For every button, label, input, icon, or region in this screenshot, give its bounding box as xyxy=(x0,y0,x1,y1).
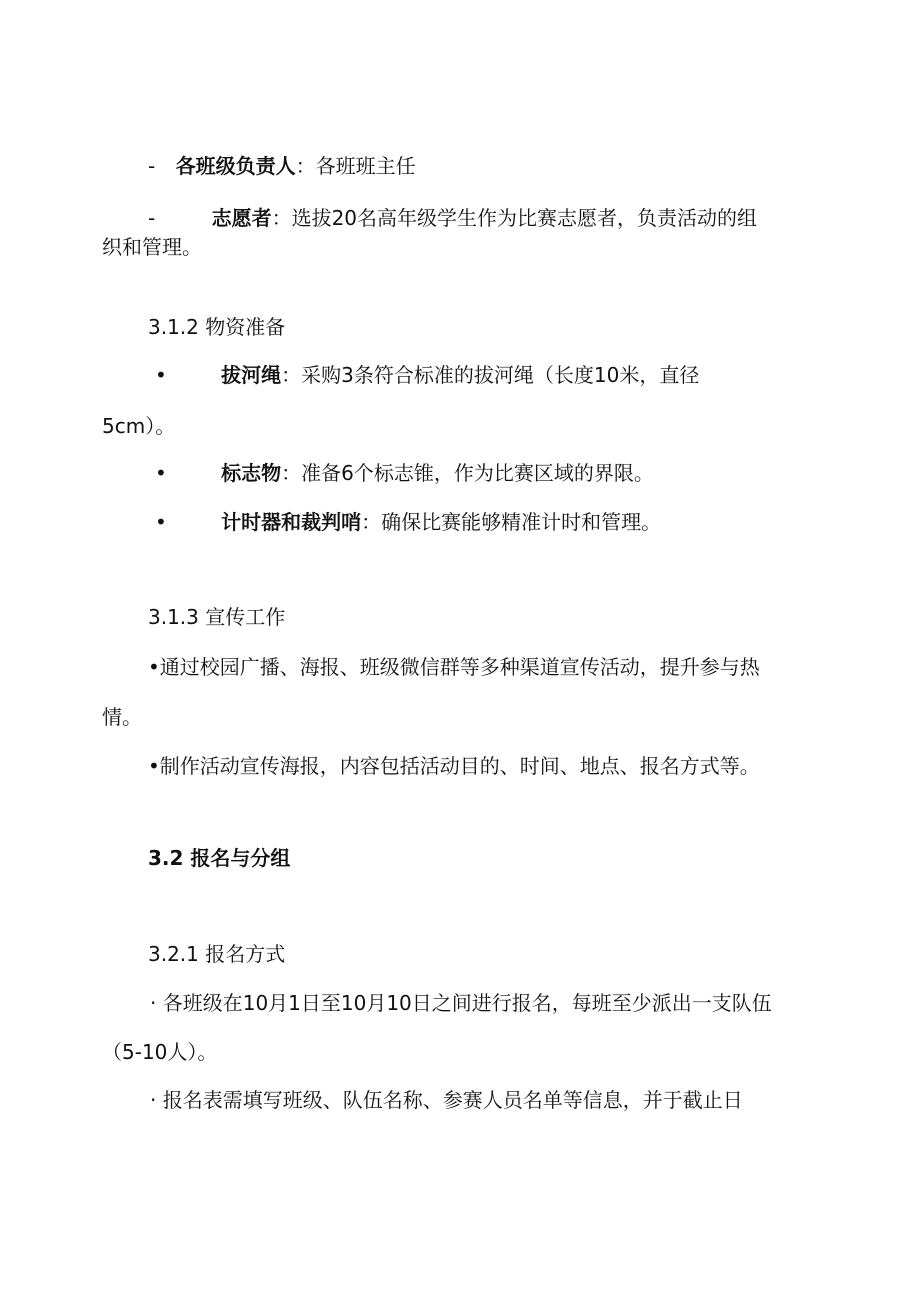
class-leader-line xyxy=(148,152,416,180)
section-heading-32: 3.2 报名与分组 xyxy=(148,846,291,870)
paragraph-promotion-2: •制作活动宣传海报，内容包括活动目的、时间、地点、报名方式等。 xyxy=(148,754,760,778)
class-leader-value: ：各班班主任 xyxy=(295,154,416,178)
volunteer-line-cont: 织和管理。 xyxy=(102,235,202,259)
item-label: 标志物 xyxy=(221,461,282,485)
list-item-rope xyxy=(155,361,699,389)
section-heading-321: 3.2.1 报名方式 xyxy=(148,942,286,966)
paragraph-promotion-1: •通过校园广播、海报、班级微信群等多种渠道宣传活动，提升参与热 xyxy=(148,655,760,679)
bullet-marker: • xyxy=(155,510,167,534)
list-item-timer xyxy=(155,508,661,536)
dash-marker: - xyxy=(148,206,156,230)
item-label: 计时器和裁判哨 xyxy=(221,510,362,534)
class-leader-label: 各班级负责人 xyxy=(175,154,296,178)
volunteer-value: ：选拔20名高年级学生作为比赛志愿者，负责活动的组 xyxy=(271,206,758,230)
bullet-marker: • xyxy=(155,363,167,387)
item-text: ：确保比赛能够精准计时和管理。 xyxy=(361,510,662,534)
item-text: ：准备6个标志锥，作为比赛区域的界限。 xyxy=(281,461,654,485)
bullet-marker: • xyxy=(155,461,167,485)
dash-marker: - xyxy=(148,154,156,178)
paragraph-signup-1: · 各班级在10月1日至10月10日之间进行报名，每班至少派出一支队伍 xyxy=(150,991,772,1015)
item-text: ：采购3条符合标准的拔河绳（长度10米，直径 xyxy=(281,363,700,387)
paragraph-signup-2: · 报名表需填写班级、队伍名称、参赛人员名单等信息，并于截止日 xyxy=(150,1088,743,1112)
paragraph-signup-1-cont: （5-10人）。 xyxy=(102,1040,218,1064)
paragraph-promotion-1-cont: 情。 xyxy=(102,705,142,729)
list-item-markers xyxy=(155,459,654,487)
section-heading-313: 3.1.3 宣传工作 xyxy=(148,605,286,629)
item-label: 拔河绳 xyxy=(221,363,282,387)
volunteer-line xyxy=(148,204,757,232)
section-heading-312: 3.1.2 物资准备 xyxy=(148,315,286,339)
list-item-rope-cont: 5cm）。 xyxy=(102,414,176,438)
volunteer-label: 志愿者 xyxy=(211,206,272,230)
